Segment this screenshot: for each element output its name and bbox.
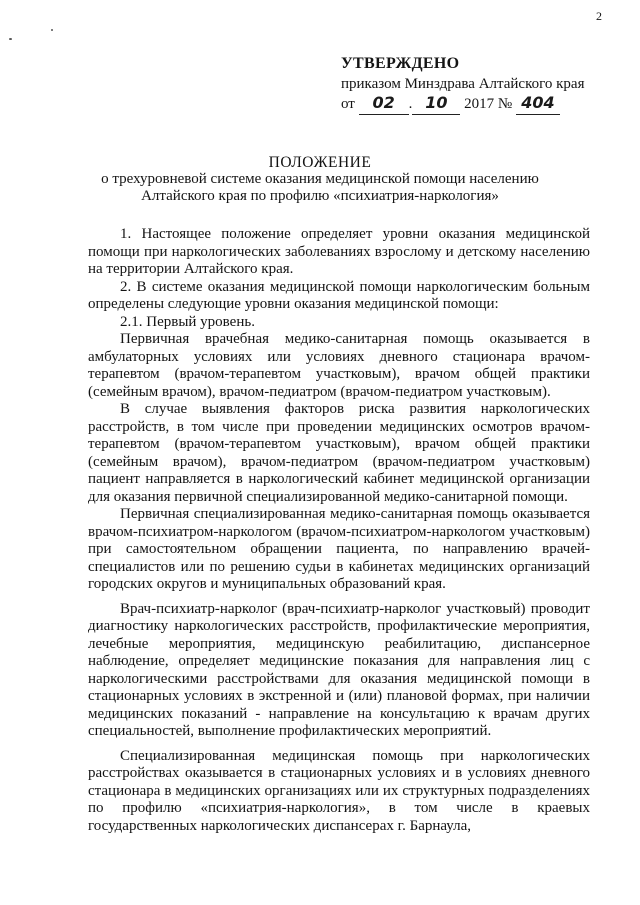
- document-subtitle-line: Алтайского края по профилю «психиатрия-наркология»: [141, 188, 499, 204]
- day-value: 02: [372, 93, 395, 112]
- body-paragraph: Первичная врачебная медико-санитарная помощь оказывается в амбулаторных условиях или условиях дневного стационара врачом-терапевтом (врачом-терапевтом участковым), врачом общей практики (семейным врачом), врачом-педиатром (врачом-педиатром участковым).: [88, 331, 590, 400]
- page-number: 2: [596, 9, 602, 23]
- day-field: [359, 94, 409, 115]
- document-heading: ПОЛОЖЕНИЕ: [268, 154, 372, 171]
- body-paragraph: В случае выявления факторов риска развития наркологических расстройств, в том числе при проведении медицинских осмотров врачом-терапевтом (врачом-терапевтом участковым), врачом общей практики (семейным врачом), врачом-педиатром (врачом-педиатром участковым) пациент направляется в наркологический кабинет медицинской организации для оказания первичной специализированной медико-санитарной помощи.: [88, 401, 590, 505]
- body-paragraph: 1. Настоящее положение определяет уровни оказания медицинской помощи при наркологических заболеваниях взрослому и детскому населению на территории Алтайского края.: [88, 226, 590, 277]
- date-prefix: от: [341, 96, 355, 112]
- body-paragraph: Врач-психиатр-нарколог (врач-психиатр-нарколог участковый) проводит диагностику наркологических расстройств, профилактические мероприятия, лечебные мероприятия, медицинскую реабилитацию, диспансерное наблюдение, определяет медицинские показания для направления лиц с наркологическими расстройствами для оказания медицинской помощи в стационарных условиях в экстренной и (или) плановой формах, при наличии медицинских показаний - направление на консультацию к врачам других специальностей, выполнение профилактических мероприятий.: [88, 600, 590, 739]
- number-sign: №: [497, 96, 513, 112]
- month-value: 10: [425, 93, 448, 112]
- approval-date-line: от 02 . 10 2017 № 404: [341, 94, 585, 115]
- month-field: [412, 94, 460, 115]
- scan-speck: [51, 29, 53, 31]
- order-number-value: 404: [521, 93, 555, 112]
- approval-heading: УТВЕРЖДЕНО: [341, 55, 460, 72]
- document-subtitle-line: о трехуровневой системе оказания медицинской помощи населению: [101, 171, 539, 187]
- approval-block: [341, 54, 585, 115]
- document-body: [88, 226, 590, 835]
- document-title-block: [0, 154, 640, 205]
- body-paragraph: Первичная специализированная медико-санитарная помощь оказывается врачом-психиатром-наркологом (врачом-психиатром-наркологом участковым) при самостоятельном обращении пациента, по направлению врачей-специалистов или по решению судьи в кабинетах медицинских организаций городских округов и муниципальных образований края.: [88, 506, 590, 592]
- year-value: 2017: [464, 96, 495, 112]
- body-paragraph: 2.1. Первый уровень.: [120, 313, 255, 330]
- approval-order-line: приказом Минздрава Алтайского края: [341, 76, 585, 92]
- order-number-field: [516, 94, 560, 115]
- body-paragraph: Специализированная медицинская помощь при наркологических расстройствах оказывается в стационарных условиях и в условиях дневного стационара в медицинских организациях или их структурных подразделениях по профилю «психиатрия-наркология», в том числе в краевых государственных наркологических диспансерах г. Барнаула,: [88, 747, 590, 834]
- body-paragraph: 2. В системе оказания медицинской помощи наркологическим больным определены следующие уровни оказания медицинской помощи:: [88, 278, 590, 312]
- scan-speck: [9, 38, 12, 40]
